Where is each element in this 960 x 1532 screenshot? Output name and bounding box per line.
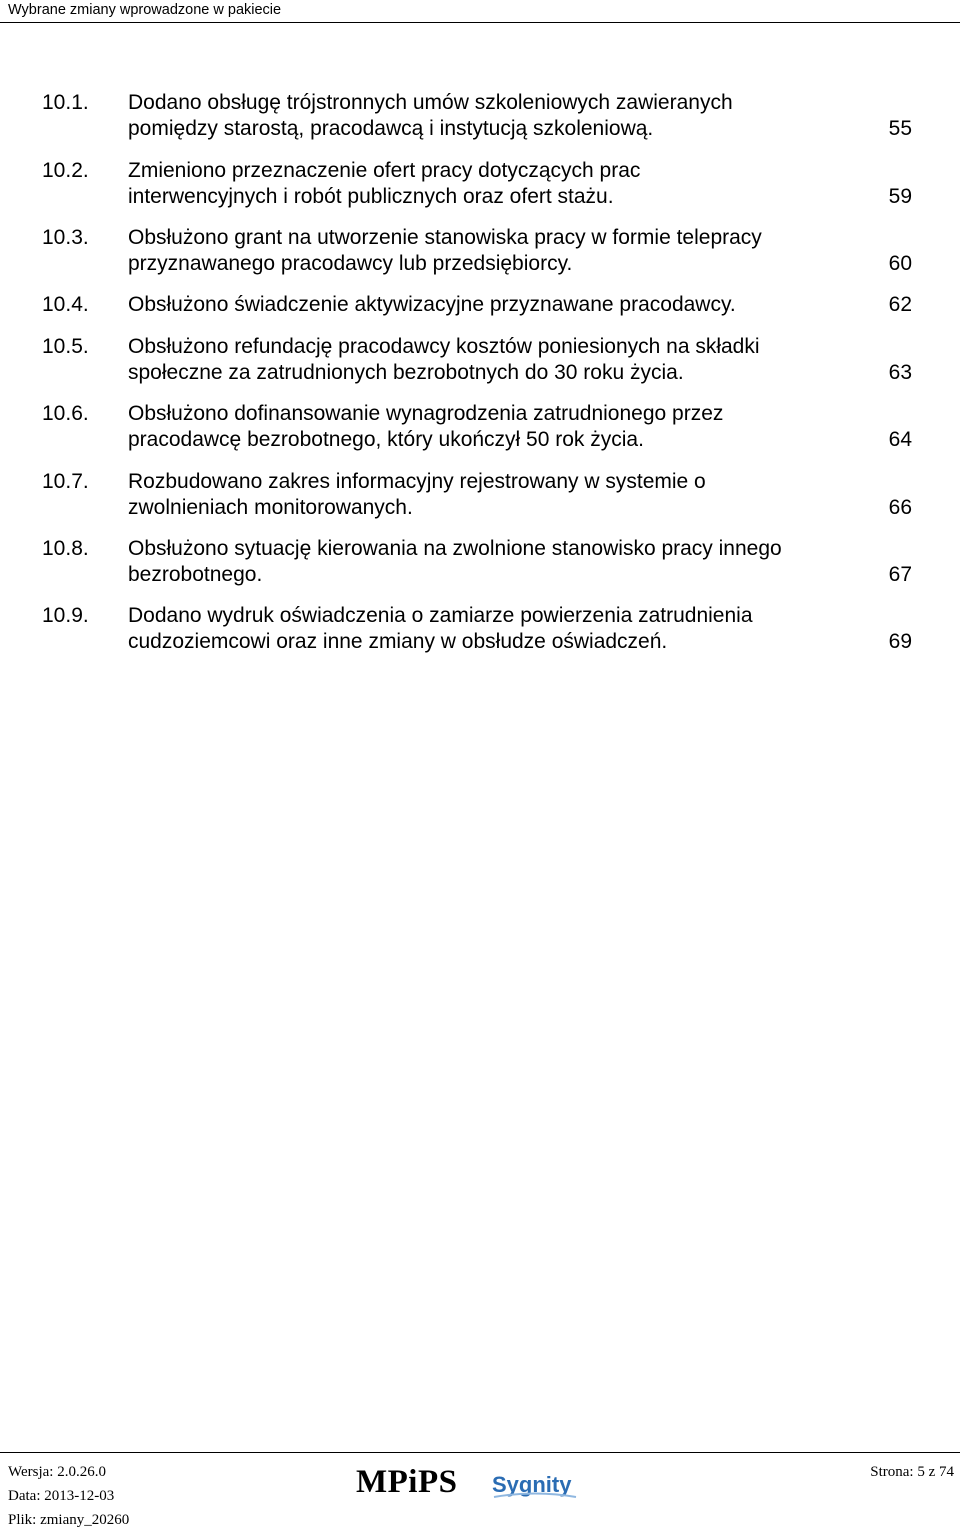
toc-entry-title: Obsłużono refundację pracodawcy kosztów poniesionych na składki [128, 335, 760, 358]
toc-entry-title-cont: interwencyjnych i robót publicznych oraz ofert stażu. [128, 185, 614, 208]
footer-meta [8, 1460, 129, 1532]
footer-file: Plik: zmiany_20260 [8, 1512, 130, 1528]
toc-entry-page: 67 [888, 563, 912, 586]
toc-entry-title: Dodano wydruk oświadczenia o zamiarze powierzenia zatrudnienia [128, 604, 753, 627]
toc-entry-number: 10.1. [42, 91, 89, 114]
toc-entry-number: 10.7. [42, 470, 89, 493]
toc-entry[interactable] [0, 401, 960, 457]
toc-entry-title: Zmieniono przeznaczenie ofert pracy dotyczących prac [128, 159, 641, 182]
toc-entry-page: 62 [888, 293, 912, 316]
toc-entry[interactable] [0, 603, 960, 659]
mpips-logo: MPiPS [356, 1464, 458, 1500]
toc-entry-page: 64 [888, 428, 912, 451]
footer-date: Data: 2013-12-03 [8, 1488, 115, 1504]
toc-entry[interactable] [0, 536, 960, 592]
toc-entry[interactable] [0, 469, 960, 525]
toc-entry-number: 10.5. [42, 335, 89, 358]
footer-divider [0, 1452, 960, 1453]
toc-entry-page: 66 [888, 496, 912, 519]
toc-entry-title: Obsłużono świadczenie aktywizacyjne przyznawane pracodawcy. [128, 293, 736, 316]
toc-entry-title-cont: pracodawcę bezrobotnego, który ukończył 50 rok życia. [128, 428, 644, 451]
toc-entry-number: 10.2. [42, 159, 89, 182]
footer-version: Wersja: 2.0.26.0 [8, 1464, 106, 1480]
toc-entry-page: 63 [888, 361, 912, 384]
toc-entry-title-cont: bezrobotnego. [128, 563, 263, 586]
toc-entry-title-cont: przyznawanego pracodawcy lub przedsiębiorcy. [128, 252, 573, 275]
toc-entry-number: 10.8. [42, 537, 89, 560]
toc-entry-title-cont: cudzoziemcowi oraz inne zmiany w obsłudze oświadczeń. [128, 630, 668, 653]
toc-entry-number: 10.6. [42, 402, 89, 425]
sygnity-logo [490, 1466, 580, 1502]
toc-entry-number: 10.9. [42, 604, 89, 627]
footer-page-info: Strona: 5 z 74 [870, 1464, 954, 1480]
toc-entry[interactable] [0, 158, 960, 214]
toc-entry-number: 10.3. [42, 226, 89, 249]
toc-entry-page: 60 [888, 252, 912, 275]
toc-entry-title: Obsłużono sytuację kierowania na zwolnione stanowisko pracy innego [128, 537, 782, 560]
toc-entry-title: Dodano obsługę trójstronnych umów szkoleniowych zawieranych [128, 91, 733, 114]
toc-entry-page: 69 [888, 630, 912, 653]
toc-entry-number: 10.4. [42, 293, 89, 316]
toc-entry-title: Rozbudowano zakres informacyjny rejestrowany w systemie o [128, 470, 706, 493]
page-header [0, 0, 960, 23]
toc-entry[interactable] [0, 225, 960, 281]
toc-entry-title: Obsłużono grant na utworzenie stanowiska pracy w formie telepracy [128, 226, 762, 249]
toc-entry[interactable] [0, 334, 960, 390]
toc-entry-title-cont: społeczne za zatrudnionych bezrobotnych do 30 roku życia. [128, 361, 684, 384]
toc-entry-title-cont: zwolnieniach monitorowanych. [128, 496, 413, 519]
toc-entry[interactable] [0, 90, 960, 146]
toc-entry-page: 59 [888, 185, 912, 208]
header-title: Wybrane zmiany wprowadzone w pakiecie [8, 2, 282, 18]
sygnity-logo-text: Sygnity [492, 1472, 572, 1497]
toc-entry-title-cont: pomiędzy starostą, pracodawcą i instytucją szkoleniową. [128, 117, 654, 140]
toc-entry-page: 55 [888, 117, 912, 140]
toc-entry-title: Obsłużono dofinansowanie wynagrodzenia zatrudnionego przez [128, 402, 724, 425]
